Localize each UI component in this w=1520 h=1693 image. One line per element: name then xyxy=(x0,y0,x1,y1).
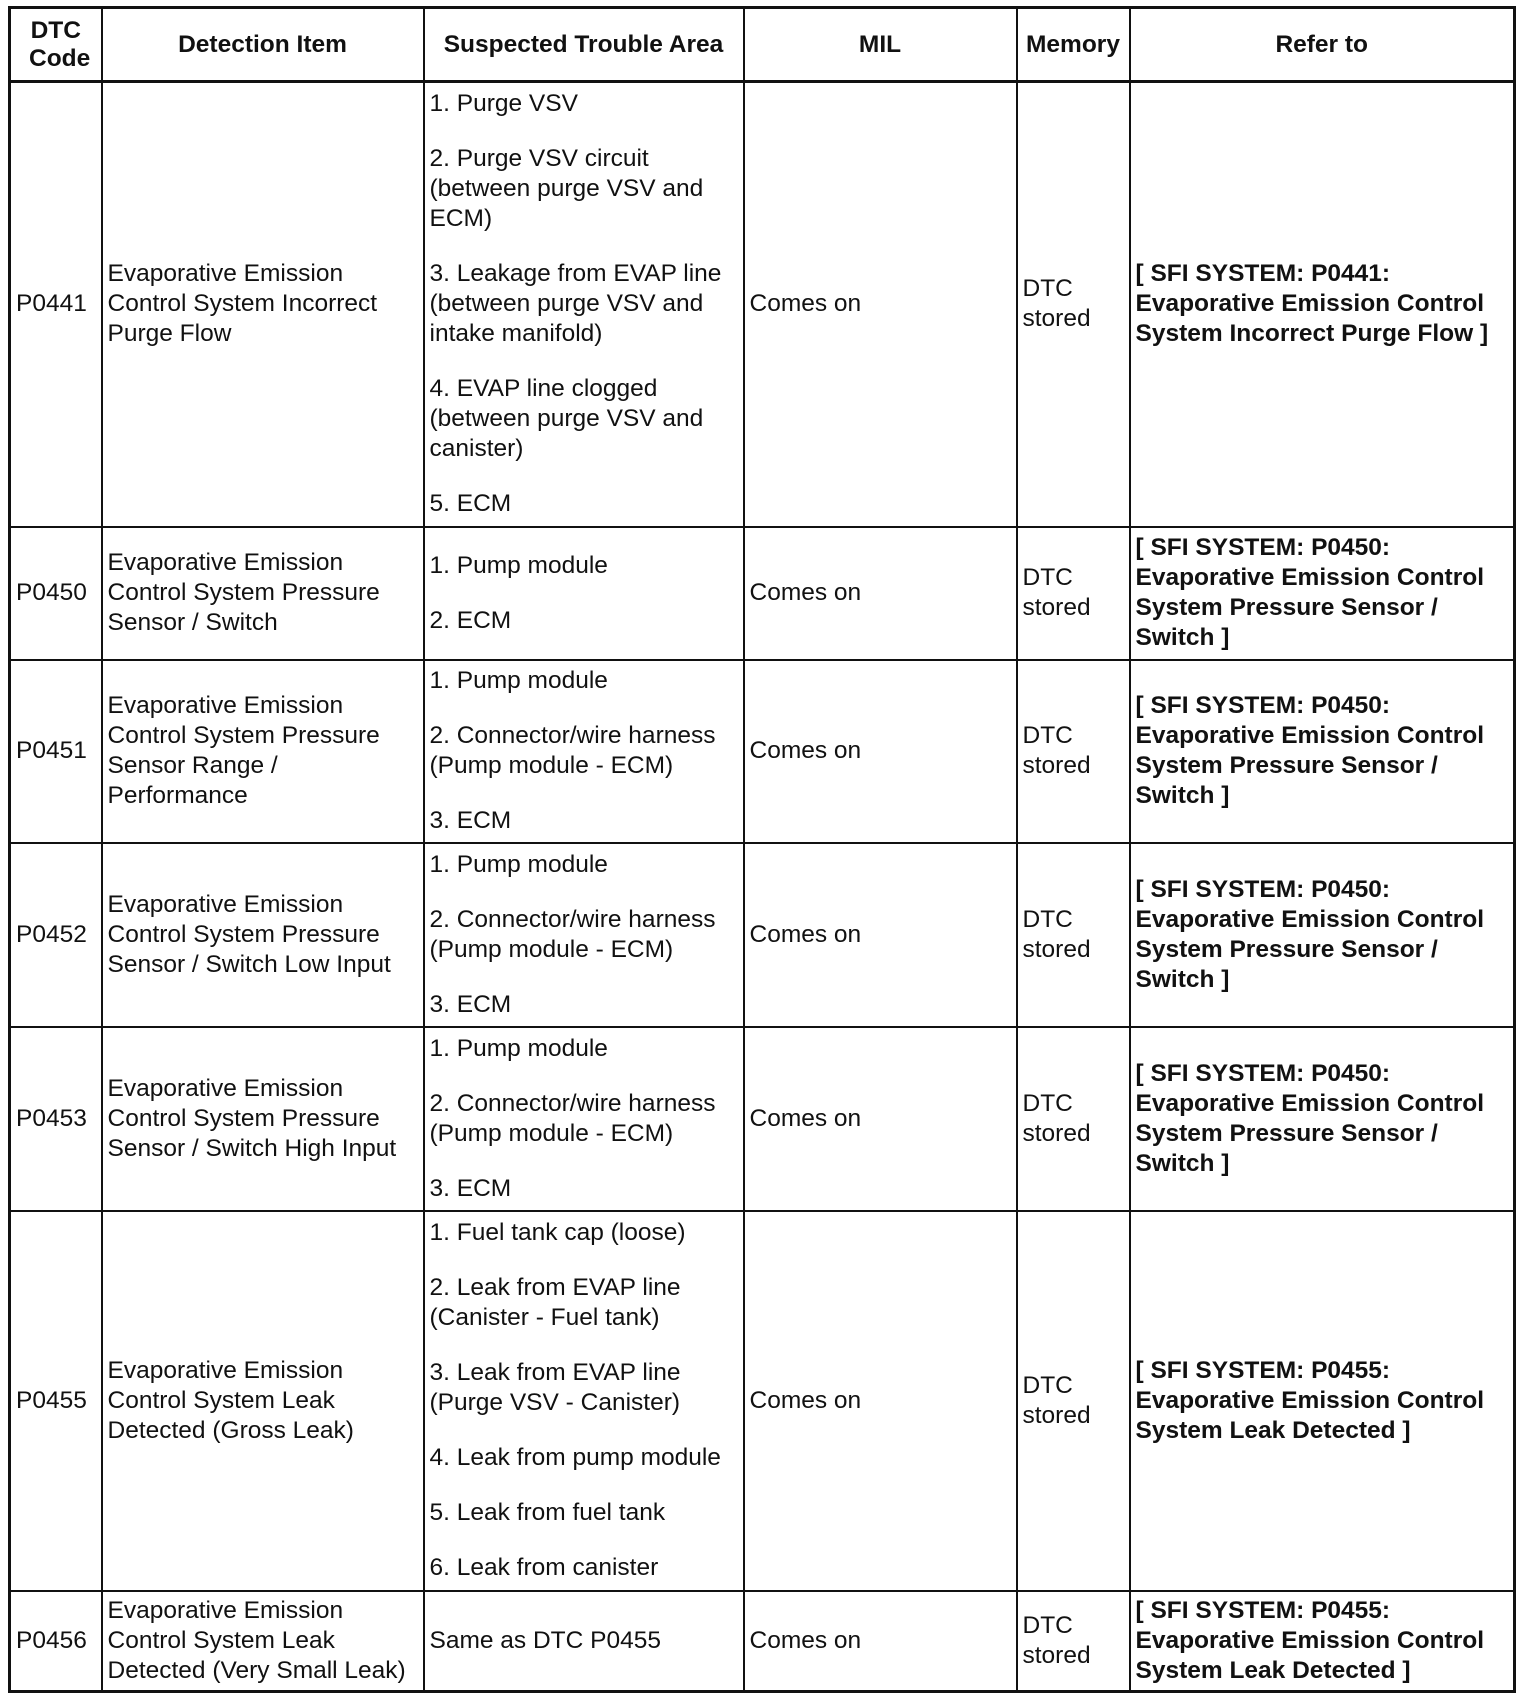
memory-cell: DTC stored xyxy=(1017,1211,1130,1591)
detection-item-cell: Evaporative Emission Control System Pressure Sensor / Switch Low Input xyxy=(102,843,424,1027)
table-row xyxy=(10,660,1515,843)
table-row xyxy=(10,1027,1515,1211)
trouble-area-item: 5. Leak from fuel tank xyxy=(429,1499,666,1526)
trouble-area-item: 1. Pump module xyxy=(429,850,608,878)
trouble-area-item: 6. Leak from canister xyxy=(429,1554,659,1581)
trouble-area-item: 3. ECM xyxy=(429,807,512,834)
table-row xyxy=(10,1211,1515,1591)
mil-cell: Comes on xyxy=(744,843,1017,1027)
trouble-area-item: 3. Leak from EVAP line (Purge VSV - Canister) xyxy=(429,1359,681,1416)
refer-to-link[interactable]: [ SFI SYSTEM: P0455: Evaporative Emission Control System Leak Detected ] xyxy=(1130,1591,1515,1692)
trouble-area-item: 1. Purge VSV xyxy=(429,90,578,118)
table-row xyxy=(10,843,1515,1027)
dtc-code-cell: P0453 xyxy=(10,1027,102,1211)
memory-cell: DTC stored xyxy=(1017,527,1130,660)
dtc-code-cell: P0456 xyxy=(10,1591,102,1692)
dtc-code-cell: P0441 xyxy=(10,82,102,527)
refer-to-link[interactable]: [ SFI SYSTEM: P0450: Evaporative Emission Control System Pressure Sensor / Switch ] xyxy=(1130,1027,1515,1211)
dtc-code-cell: P0455 xyxy=(10,1211,102,1591)
memory-cell: DTC stored xyxy=(1017,660,1130,843)
table-row xyxy=(10,82,1515,527)
trouble-area-item: 2. Connector/wire harness (Pump module - ECM) xyxy=(429,1089,716,1147)
trouble-area-item: 1. Pump module xyxy=(429,1034,608,1062)
dtc-table xyxy=(8,6,1516,1693)
trouble-area-cell xyxy=(424,1027,744,1211)
trouble-area-item: 3. ECM xyxy=(429,990,512,1018)
mil-cell: Comes on xyxy=(744,1211,1017,1591)
trouble-area-item: 2. Leak from EVAP line (Canister - Fuel tank) xyxy=(429,1274,681,1331)
dtc-code-cell: P0450 xyxy=(10,527,102,660)
refer-to-link[interactable]: [ SFI SYSTEM: P0450: Evaporative Emission Control System Pressure Sensor / Switch ] xyxy=(1130,660,1515,843)
dtc-code-cell: P0451 xyxy=(10,660,102,843)
memory-cell: DTC stored xyxy=(1017,843,1130,1027)
trouble-area-item: 3. Leakage from EVAP line (between purge VSV and intake manifold) xyxy=(429,260,722,348)
detection-item-cell: Evaporative Emission Control System Incorrect Purge Flow xyxy=(102,82,424,527)
trouble-area-item: 2. Connector/wire harness (Pump module - ECM) xyxy=(429,905,716,963)
header-mil: MIL xyxy=(744,8,1017,82)
refer-to-link[interactable]: [ SFI SYSTEM: P0450: Evaporative Emission Control System Pressure Sensor / Switch ] xyxy=(1130,843,1515,1027)
header-refer-to: Refer to xyxy=(1130,8,1515,82)
trouble-area-item: 2. Connector/wire harness (Pump module - ECM) xyxy=(429,722,716,779)
detection-item-cell: Evaporative Emission Control System Pressure Sensor / Switch High Input xyxy=(102,1027,424,1211)
detection-item-cell: Evaporative Emission Control System Leak Detected (Very Small Leak) xyxy=(102,1591,424,1692)
mil-cell: Comes on xyxy=(744,660,1017,843)
dtc-code-cell: P0452 xyxy=(10,843,102,1027)
memory-cell: DTC stored xyxy=(1017,82,1130,527)
trouble-area-item: 3. ECM xyxy=(429,1174,512,1202)
header-row xyxy=(10,8,1515,82)
table-row xyxy=(10,527,1515,660)
memory-cell: DTC stored xyxy=(1017,1027,1130,1211)
header-memory: Memory xyxy=(1017,8,1130,82)
trouble-area-item: 2. ECM xyxy=(429,606,512,634)
trouble-area-item: 1. Fuel tank cap (loose) xyxy=(429,1219,686,1246)
trouble-area-item: 1. Pump module xyxy=(429,551,608,579)
header-suspected-trouble-area: Suspected Trouble Area xyxy=(424,8,744,82)
refer-to-link[interactable]: [ SFI SYSTEM: P0450: Evaporative Emission Control System Pressure Sensor / Switch ] xyxy=(1130,527,1515,660)
mil-cell: Comes on xyxy=(744,82,1017,527)
trouble-area-cell xyxy=(424,82,744,527)
header-dtc-code: DTC Code xyxy=(10,8,102,82)
detection-item-cell: Evaporative Emission Control System Leak Detected (Gross Leak) xyxy=(102,1211,424,1591)
table-row xyxy=(10,1591,1515,1692)
trouble-area-cell xyxy=(424,1591,744,1692)
detection-item-cell: Evaporative Emission Control System Pressure Sensor Range / Performance xyxy=(102,660,424,843)
trouble-area-item: 2. Purge VSV circuit (between purge VSV and ECM) xyxy=(429,145,704,233)
trouble-area-cell xyxy=(424,843,744,1027)
detection-item-cell: Evaporative Emission Control System Pressure Sensor / Switch xyxy=(102,527,424,660)
header-detection-item: Detection Item xyxy=(102,8,424,82)
memory-cell: DTC stored xyxy=(1017,1591,1130,1692)
trouble-area-cell xyxy=(424,1211,744,1591)
mil-cell: Comes on xyxy=(744,1027,1017,1211)
trouble-area-cell xyxy=(424,660,744,843)
refer-to-link[interactable]: [ SFI SYSTEM: P0455: Evaporative Emission Control System Leak Detected ] xyxy=(1130,1211,1515,1591)
mil-cell: Comes on xyxy=(744,527,1017,660)
trouble-area-item: 5. ECM xyxy=(429,490,512,518)
trouble-area-item: Same as DTC P0455 xyxy=(429,1626,661,1654)
trouble-area-item: 1. Pump module xyxy=(429,667,608,694)
trouble-area-item: 4. EVAP line clogged (between purge VSV and canister) xyxy=(429,375,704,463)
mil-cell: Comes on xyxy=(744,1591,1017,1692)
refer-to-link[interactable]: [ SFI SYSTEM: P0441: Evaporative Emission Control System Incorrect Purge Flow ] xyxy=(1130,82,1515,527)
trouble-area-item: 4. Leak from pump module xyxy=(429,1444,721,1471)
trouble-area-cell xyxy=(424,527,744,660)
